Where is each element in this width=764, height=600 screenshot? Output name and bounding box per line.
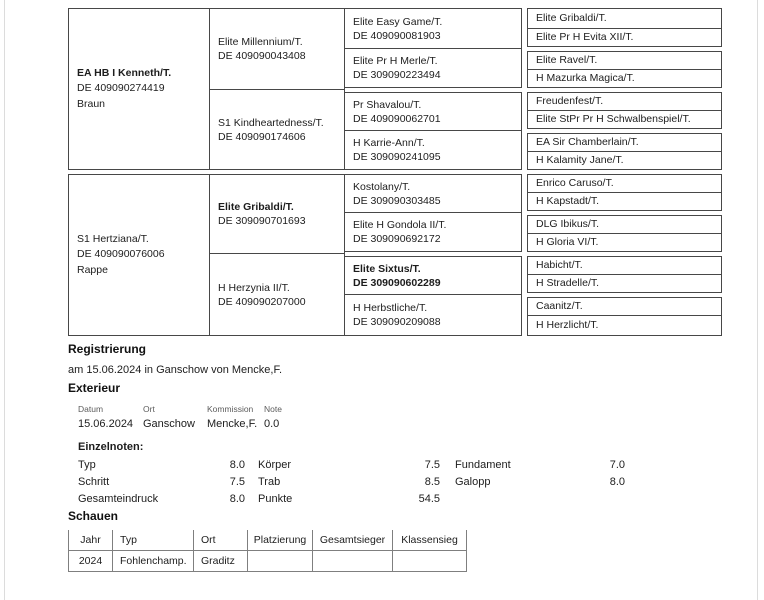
schauen-cell-typ: Fohlenchamp. bbox=[113, 551, 194, 572]
ancestor-gen4-2 bbox=[527, 51, 722, 70]
horse-name: Enrico Caruso/T. bbox=[536, 177, 614, 190]
horse-reg-number: DE 409090207000 bbox=[218, 295, 306, 308]
horse-name: EA HB I Kenneth/T. bbox=[77, 66, 172, 79]
horse-name: H Karrie-Ann/T. bbox=[353, 137, 425, 149]
score-value: 7.5 bbox=[229, 476, 245, 488]
exterieur-heading: Exterieur bbox=[68, 381, 121, 395]
ancestor-gen2-2 bbox=[209, 174, 345, 254]
exterieur-value-note: 0.0 bbox=[264, 418, 280, 430]
ancestor-gen4-8 bbox=[527, 174, 722, 193]
schauen-col-header: Platzierung bbox=[248, 530, 313, 551]
exterieur-col-header: Datum bbox=[78, 404, 104, 414]
score-value: 8.0 bbox=[229, 493, 245, 505]
schauen-col-header: Ort bbox=[194, 530, 248, 551]
horse-name: Elite Pr H Merle/T. bbox=[353, 55, 438, 67]
score-value: 8.0 bbox=[229, 459, 245, 471]
schauen-cell-klassensieg bbox=[393, 551, 467, 572]
ancestor-gen2-1 bbox=[209, 89, 345, 170]
exterieur-col-header: Kommission bbox=[207, 404, 254, 414]
horse-reg-number: DE 309090692172 bbox=[353, 233, 441, 245]
ancestor-gen4-5 bbox=[527, 110, 722, 130]
horse-name: S1 Kindheartedness/T. bbox=[218, 116, 324, 129]
horse-reg-number: DE 409090076006 bbox=[77, 248, 165, 261]
horse-reg-number: DE 309090602289 bbox=[353, 276, 441, 289]
ancestor-gen3-1 bbox=[344, 48, 522, 88]
horse-name: Habicht/T. bbox=[536, 259, 583, 272]
horse-name: Elite Gribaldi/T. bbox=[218, 201, 294, 213]
horse-name: H Herzlicht/T. bbox=[536, 319, 599, 332]
horse-reg-number: DE 309090303485 bbox=[353, 194, 441, 207]
score-value: 8.5 bbox=[424, 476, 440, 488]
horse-reg-number: DE 309090209088 bbox=[353, 316, 441, 328]
exterieur-value-kommission: Mencke,F. bbox=[207, 418, 258, 430]
ancestor-gen4-7 bbox=[527, 151, 722, 171]
exterieur-value-datum: 15.06.2024 bbox=[78, 418, 134, 430]
pedigree-table bbox=[68, 8, 722, 336]
horse-reg-number: DE 409090081903 bbox=[353, 29, 441, 42]
score-label: Galopp bbox=[455, 476, 491, 488]
horse-name: Kostolany/T. bbox=[353, 180, 411, 193]
score-label: Körper bbox=[258, 459, 292, 471]
horse-reg-number: DE 409090274419 bbox=[77, 82, 165, 95]
schauen-table bbox=[68, 530, 467, 572]
horse-coat-color: Braun bbox=[77, 97, 106, 110]
registrierung-section bbox=[68, 342, 282, 376]
score-value: 7.0 bbox=[609, 459, 625, 471]
horse-name: S1 Hertziana/T. bbox=[77, 232, 149, 245]
ancestor-gen3-2 bbox=[344, 92, 522, 131]
ancestor-gen4-14 bbox=[527, 297, 722, 316]
score-label: Trab bbox=[258, 476, 281, 488]
horse-name: H Stradelle/T. bbox=[536, 277, 600, 290]
schauen-col-header: Jahr bbox=[69, 530, 113, 551]
horse-name: Elite Gribaldi/T. bbox=[536, 12, 607, 25]
schauen-cell-jahr: 2024 bbox=[69, 551, 113, 572]
schauen-cell-platzierung bbox=[248, 551, 313, 572]
horse-name: Elite Easy Game/T. bbox=[353, 15, 443, 28]
registrierung-heading: Registrierung bbox=[68, 342, 147, 356]
horse-name: Elite Pr H Evita XII/T. bbox=[536, 31, 634, 44]
schauen-cell-gesamtsieger bbox=[313, 551, 393, 572]
score-label: Gesamteindruck bbox=[78, 493, 159, 505]
einzelnoten-label: Einzelnoten: bbox=[78, 441, 144, 453]
horse-name: Caanitz/T. bbox=[536, 300, 583, 313]
horse-coat-color: Rappe bbox=[77, 263, 108, 276]
ancestor-gen4-15 bbox=[527, 315, 722, 337]
horse-name: Pr Shavalou/T. bbox=[353, 98, 422, 111]
horse-name: H Herbstliche/T. bbox=[353, 302, 428, 314]
schauen-header-row bbox=[69, 530, 467, 551]
schauen-heading: Schauen bbox=[68, 509, 119, 523]
schauen-section bbox=[68, 509, 467, 572]
schauen-cell-ort: Graditz bbox=[194, 551, 248, 572]
horse-name: Elite Ravel/T. bbox=[536, 54, 598, 67]
ancestor-gen4-11 bbox=[527, 233, 722, 253]
horse-name: H Gloria VI/T. bbox=[536, 236, 599, 249]
horse-name: Elite StPr Pr H Schwalbenspiel/T. bbox=[536, 113, 691, 126]
ancestor-gen3-0 bbox=[344, 8, 522, 49]
exterieur-value-ort: Ganschow bbox=[143, 418, 195, 430]
ancestor-gen2-0 bbox=[209, 8, 345, 90]
ancestor-gen1-dam bbox=[68, 174, 210, 336]
horse-reg-number: DE 409090174606 bbox=[218, 130, 306, 143]
page-edge-left bbox=[4, 0, 5, 600]
horse-name: EA Sir Chamberlain/T. bbox=[536, 136, 639, 149]
exterieur-col-header: Note bbox=[264, 404, 282, 414]
horse-name: DLG Ibikus/T. bbox=[536, 218, 600, 231]
horse-name: Elite H Gondola II/T. bbox=[353, 219, 447, 231]
horse-name: H Kalamity Jane/T. bbox=[536, 154, 624, 167]
horse-name: Elite Sixtus/T. bbox=[353, 262, 421, 275]
ancestor-gen4-0 bbox=[527, 8, 722, 29]
ancestor-gen3-6 bbox=[344, 256, 522, 295]
ancestor-gen4-3 bbox=[527, 69, 722, 89]
horse-reg-number: DE 409090062701 bbox=[353, 112, 441, 125]
ancestor-gen3-5 bbox=[344, 212, 522, 252]
score-value: 8.0 bbox=[609, 476, 625, 488]
horse-name: H Herzynia II/T. bbox=[218, 281, 290, 294]
horse-reg-number: DE 309090701693 bbox=[218, 215, 306, 227]
schauen-col-header: Typ bbox=[113, 530, 194, 551]
ancestor-gen4-13 bbox=[527, 274, 722, 294]
ancestor-gen4-6 bbox=[527, 133, 722, 152]
ancestor-gen3-3 bbox=[344, 130, 522, 170]
ancestor-gen4-10 bbox=[527, 215, 722, 234]
score-label: Fundament bbox=[455, 459, 511, 471]
ancestor-gen4-4 bbox=[527, 92, 722, 111]
horse-reg-number: DE 309090241095 bbox=[353, 151, 441, 163]
exterieur-table bbox=[78, 404, 625, 430]
exterieur-section bbox=[68, 381, 625, 505]
horse-name: Freudenfest/T. bbox=[536, 95, 604, 108]
horse-reg-number: DE 409090043408 bbox=[218, 50, 306, 62]
registration-note: am 15.06.2024 in Ganschow von Mencke,F. bbox=[68, 364, 283, 376]
score-value: 7.5 bbox=[424, 459, 440, 471]
score-value: 54.5 bbox=[418, 493, 440, 505]
schauen-data-row bbox=[69, 551, 467, 572]
ancestor-gen4-12 bbox=[527, 256, 722, 275]
score-label: Typ bbox=[78, 459, 96, 471]
schauen-col-header: Gesamtsieger bbox=[313, 530, 393, 551]
ancestor-gen3-4 bbox=[344, 174, 522, 213]
ancestor-gen4-9 bbox=[527, 192, 722, 212]
ancestor-gen1-sire bbox=[68, 8, 210, 170]
schauen-col-header: Klassensieg bbox=[393, 530, 467, 551]
exterieur-col-header: Ort bbox=[143, 404, 155, 414]
score-label: Schritt bbox=[78, 476, 110, 488]
ancestor-gen3-7 bbox=[344, 294, 522, 336]
ancestor-gen2-3 bbox=[209, 253, 345, 336]
ancestor-gen4-1 bbox=[527, 28, 722, 48]
horse-name: H Kapstadt/T. bbox=[536, 195, 600, 208]
horse-reg-number: DE 309090223494 bbox=[353, 69, 441, 81]
horse-name: Elite Millennium/T. bbox=[218, 36, 303, 48]
score-label: Punkte bbox=[258, 493, 293, 505]
page-edge-right bbox=[757, 0, 758, 600]
horse-name: H Mazurka Magica/T. bbox=[536, 72, 635, 85]
einzelnoten-grid bbox=[78, 459, 625, 505]
